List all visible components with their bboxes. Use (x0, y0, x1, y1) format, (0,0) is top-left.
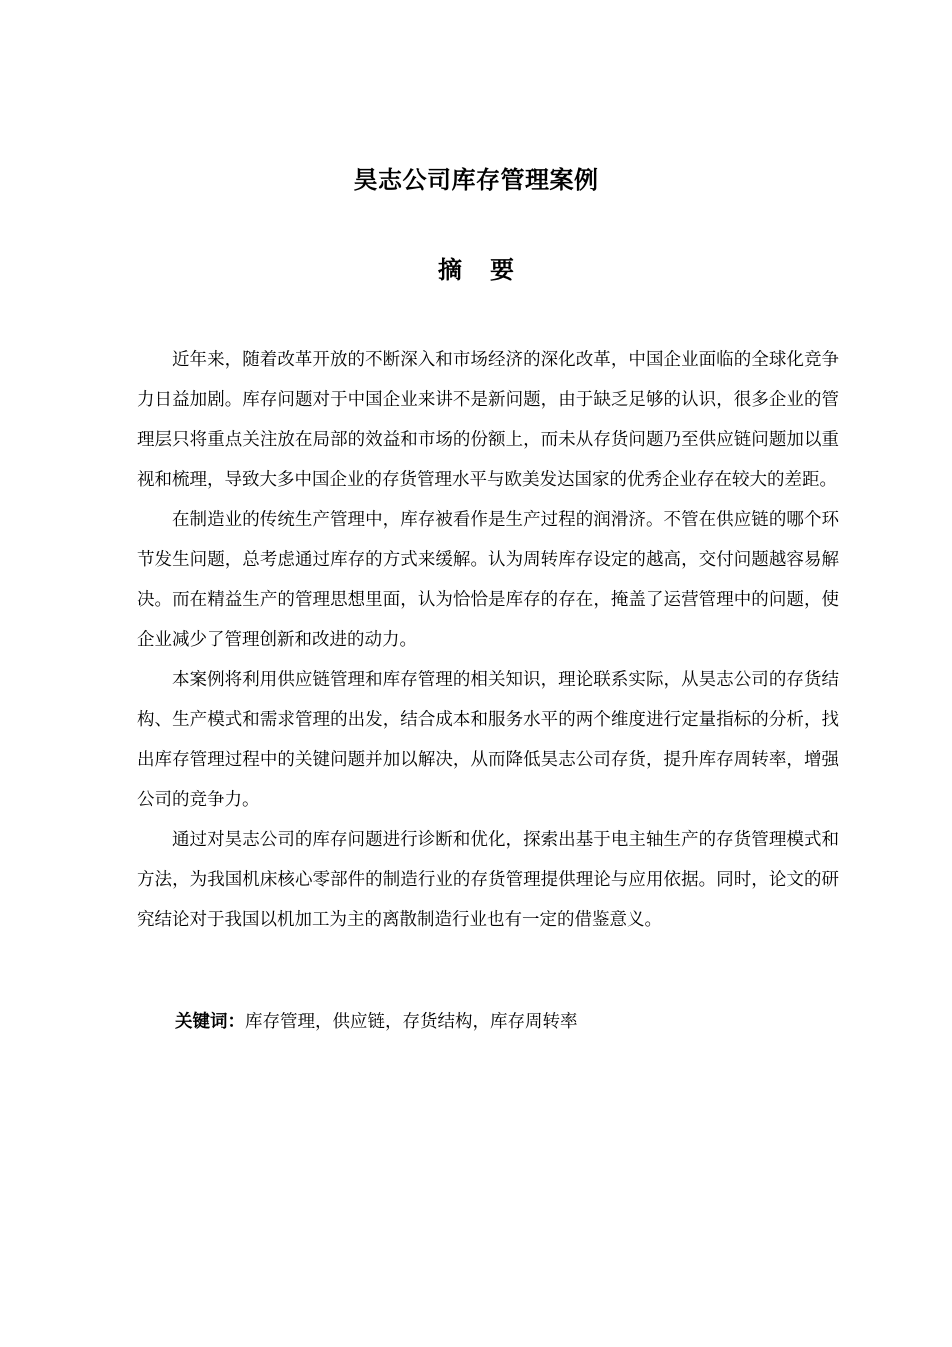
keywords-text: 库存管理，供应链，存货结构，库存周转率 (245, 1012, 578, 1032)
abstract-paragraph-2: 在制造业的传统生产管理中，库存被看作是生产过程的润滑济。不管在供应链的哪个环节发生问题，总考虑通过库存的方式来缓解。认为周转库存设定的越高，交付问题越容易解决。而在精益生产的管理思想里面，认为恰恰是库存的存在，掩盖了运营管理中的问题，使企业减少了管理创新和改进的动力。 (137, 510, 839, 650)
abstract-paragraph-4: 通过对昊志公司的库存问题进行诊断和优化，探索出基于电主轴生产的存货管理模式和方法，为我国机床核心零部件的制造行业的存货管理提供理论与应用依据。同时，论文的研究结论对于我国以机加工为主的离散制造行业也有一定的借鉴意义。 (137, 830, 839, 930)
abstract-heading: 摘要 (438, 256, 542, 284)
abstract-paragraph-3: 本案例将利用供应链管理和库存管理的相关知识，理论联系实际，从昊志公司的存货结构、生产模式和需求管理的出发，结合成本和服务水平的两个维度进行定量指标的分析，找出库存管理过程中的关键问题并加以解决，从而降低昊志公司存货，提升库存周转率，增强公司的竞争力。 (137, 670, 839, 810)
abstract-paragraph-1: 近年来，随着改革开放的不断深入和市场经济的深化改革，中国企业面临的全球化竞争力日益加剧。库存问题对于中国企业来讲不是新问题，由于缺乏足够的认识，很多企业的管理层只将重点关注放在局部的效益和市场的份额上，而未从存货问题乃至供应链问题加以重视和梳理，导致大多中国企业的存货管理水平与欧美发达国家的优秀企业存在较大的差距。 (137, 350, 839, 490)
keywords-label: 关键词： (175, 1012, 245, 1032)
abstract-body (137, 340, 839, 940)
keywords-line (175, 1004, 839, 1040)
document-title: 昊志公司库存管理案例 (353, 166, 599, 194)
